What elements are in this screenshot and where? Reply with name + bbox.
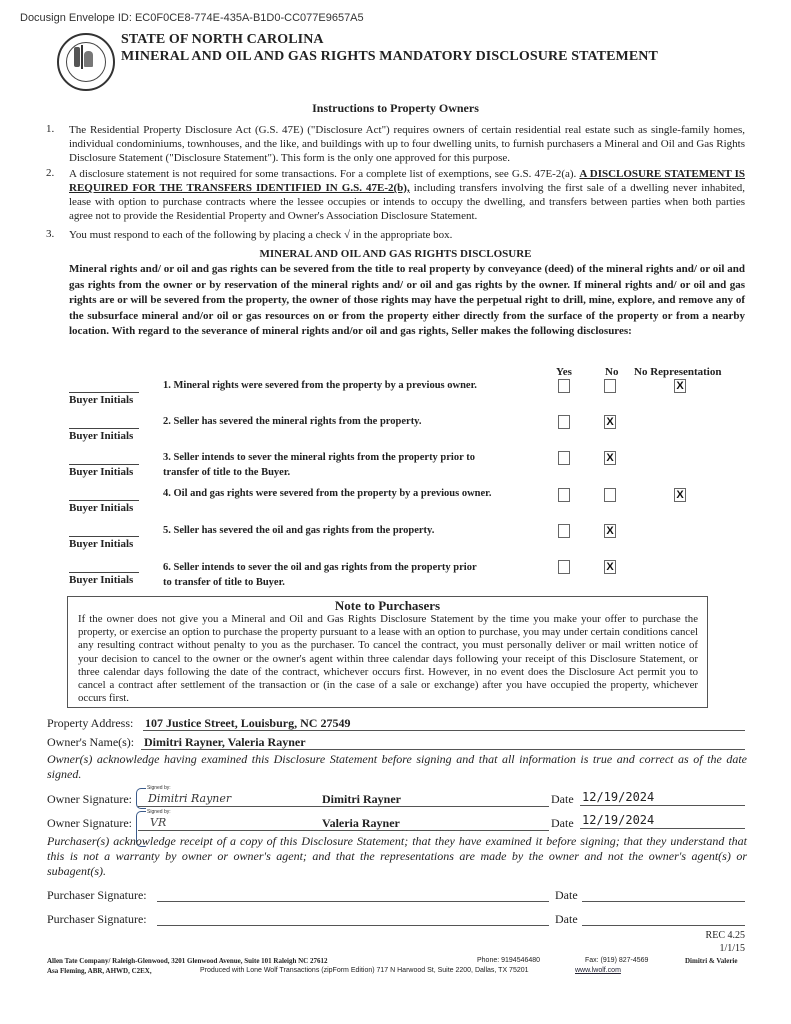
signer-name: Dimitri Rayner (322, 792, 401, 806)
note-to-purchasers (67, 596, 708, 708)
footer-agent: Asa Fleming, ABR, AHWD, C2EX, (47, 967, 152, 975)
owner-acknowledgement: Owner(s) acknowledge having examined this Disclosure Statement before signing and that all information is true and correct as of the date signed. (47, 752, 747, 781)
question-text: 1. Mineral rights were severed from the property by a previous owner. (163, 380, 477, 391)
form-title-state: STATE OF NORTH CAROLINA (121, 32, 324, 47)
buyer-initials-label: Buyer Initials (69, 502, 134, 514)
checkbox-yes[interactable] (558, 524, 570, 538)
property-address-field[interactable]: 107 Justice Street, Louisburg, NC 27549 (143, 716, 745, 731)
instruction-number: 2. (46, 167, 55, 179)
footer-file-name: Dimitri & Valerie (685, 957, 738, 965)
col-header-no: No (605, 366, 619, 378)
instruction-2: A disclosure statement is not required for some transactions. For a complete list of exemptions, see G.S. 47E-2(a). A DISCLOSURE STATEMENT IS REQUIRED FOR THE TRANSFERS IDENTIFIED IN G.S. 47E-2(b), including transfers involving the first sale of a dwelling never inhabited, lease with option to purchase contracts where the lessee occupies or intends to occupy the dwelling, and transfers between parties when both parties agree not to provide the Residential Property and Owner's Association Disclosure Statement. (69, 168, 746, 222)
purchaser-signature-label: Purchaser Signature: (47, 888, 147, 902)
date-label: Date (555, 888, 578, 902)
note-body: If the owner does not give you a Mineral and Oil and Gas Rights Disclosure Statement by the time you make your offer to purchase the property, or exercise an option to purchase the property pursuant to a lease with an option to purchase, you may under certain conditions cancel any resulting contract without penalty to you as the purchaser. To cancel the contract, you must personally deliver or mail written notice of your decision to cancel to the owner or the owner's agent within three calendar days following your receipt of this Disclosure Statement, or three calendar days following the date of the contract, whichever occurs first. However, in no event does the Disclosure Act permit you to cancel a contract after settlement of the transaction or (in the case of a sale or exchange) after you have occupied the property, whichever occurs first. (78, 613, 698, 705)
checkbox-no[interactable]: X (604, 415, 616, 429)
checkbox-no-representation[interactable]: X (674, 488, 686, 502)
date-label: Date (551, 816, 574, 830)
nc-seal-icon (57, 33, 115, 91)
purchaser-signature-field[interactable] (157, 912, 549, 926)
purchaser-acknowledgement: Purchaser(s) acknowledge receipt of a copy of this Disclosure Statement; that they have examined it before signing; that they understand that this is not a warranty by owner or owner's agent; and that the representations are made by the owner and not the owner's agent(s) or subagent(s). (47, 834, 747, 878)
instruction-number: 3. (46, 228, 55, 240)
checkbox-yes[interactable] (558, 560, 570, 574)
owner-signature-label: Owner Signature: (47, 792, 132, 806)
instructions-heading: Instructions to Property Owners (312, 101, 479, 115)
date-label: Date (555, 912, 578, 926)
checkbox-yes[interactable] (558, 379, 570, 393)
disclosure-heading: MINERAL AND OIL AND GAS RIGHTS DISCLOSURE (259, 248, 532, 260)
owners-name-label: Owner's Name(s): (47, 735, 135, 749)
form-title: MINERAL AND OIL AND GAS RIGHTS MANDATORY DISCLOSURE STATEMENT (121, 49, 658, 64)
buyer-initials-label: Buyer Initials (69, 538, 134, 550)
checkbox-no[interactable]: X (604, 451, 616, 465)
owners-name-field[interactable]: Dimitri Rayner, Valeria Rayner (141, 735, 745, 750)
footer-phone: Phone: 9194546480 (477, 957, 541, 964)
checkbox-yes[interactable] (558, 415, 570, 429)
footer-fax: Fax: (919) 827-4569 (585, 957, 649, 964)
question-text: 5. Seller has severed the oil and gas rights from the property. (163, 525, 435, 536)
purchaser-date-field[interactable] (582, 912, 745, 926)
footer-company: Allen Tate Company/ Raleigh-Glenwood, 3201 Glenwood Avenue, Suite 101 Raleigh NC 27612 (47, 957, 328, 965)
signed-by-label: Signed by: (147, 785, 171, 791)
instruction-3: You must respond to each of the following by placing a check √ in the appropriate box. (69, 229, 453, 241)
checkbox-no[interactable]: X (604, 560, 616, 574)
buyer-initials-label: Buyer Initials (69, 466, 134, 478)
property-address-label: Property Address: (47, 716, 134, 730)
question-text: 2. Seller has severed the mineral rights from the property. (163, 416, 422, 427)
question-text: 3. Seller intends to sever the mineral rights from the property prior to transfer of title to the Buyer. (163, 452, 475, 478)
buyer-initials-field[interactable] (69, 500, 139, 501)
date-label: Date (551, 792, 574, 806)
buyer-initials-field[interactable] (69, 572, 139, 573)
question-text: 4. Oil and gas rights were severed from the property by a previous owner. (163, 488, 492, 499)
checkbox-no[interactable] (604, 488, 616, 502)
buyer-initials-label: Buyer Initials (69, 394, 134, 406)
col-header-yes: Yes (556, 366, 572, 378)
owner-signature-field[interactable] (138, 816, 549, 831)
signature-script: Dimitri Rayner (148, 792, 232, 805)
instruction-number: 1. (46, 123, 55, 135)
disclosure-intro: Mineral rights and/ or oil and gas rights can be severed from the title to real property by conveyance (deed) of the mineral rights and/ or oil and gas rights from the owner or by reservation of the mineral rights and/ or oil and gas rights by the owner. If mineral rights and/ or oil and gas rights are or will be severed from the property, the owner of those rights may have the perpetual right to drill, mine, explore, and remove any of the subsurface mineral and/or oil or gas resources on or from the property either directly from the surface of the property or from a nearby location. With regard to the severance of mineral rights and/or oil and gas rights, Seller makes the following disclosures: (69, 263, 745, 338)
signer-name: Valeria Rayner (322, 816, 400, 830)
instruction-2-emphasis: A DISCLOSURE STATEMENT IS REQUIRED FOR THE TRANSFERS IDENTIFIED IN G.S. 47E-2(b), (69, 168, 746, 194)
buyer-initials-field[interactable] (69, 428, 139, 429)
checkbox-yes[interactable] (558, 451, 570, 465)
col-header-no-representation: No Representation (634, 366, 722, 378)
buyer-initials-field[interactable] (69, 464, 139, 465)
footer-produced-by: Produced with Lone Wolf Transactions (zipForm Edition) 717 N Harwood St, Suite 2200, Dallas, TX 75201 (200, 967, 529, 974)
purchaser-signature-label: Purchaser Signature: (47, 912, 147, 926)
docusign-envelope-id: Docusign Envelope ID: EC0F0CE8-774E-435A-B1D0-CC077E9657A5 (20, 12, 364, 24)
question-text: 6. Seller intends to sever the oil and gas rights from the property prior to transfer of title to Buyer. (163, 562, 477, 588)
form-code: REC 4.25 (705, 930, 745, 941)
note-title: Note to Purchasers (334, 598, 441, 613)
purchaser-signature-field[interactable] (157, 888, 549, 902)
footer-website-link[interactable]: www.lwolf.com (575, 967, 621, 974)
buyer-initials-label: Buyer Initials (69, 574, 134, 586)
owner-date-field[interactable]: 12/19/2024 (580, 813, 745, 829)
form-date: 1/1/15 (719, 943, 745, 954)
buyer-initials-field[interactable] (69, 392, 139, 393)
checkbox-no[interactable] (604, 379, 616, 393)
owner-date-field[interactable]: 12/19/2024 (580, 790, 745, 806)
checkbox-no[interactable]: X (604, 524, 616, 538)
checkbox-no-representation[interactable]: X (674, 379, 686, 393)
buyer-initials-field[interactable] (69, 536, 139, 537)
checkbox-yes[interactable] (558, 488, 570, 502)
owner-signature-field[interactable] (138, 792, 549, 807)
instruction-1: The Residential Property Disclosure Act (G.S. 47E) ("Disclosure Act") requires owners of certain residential real estate such as single-family homes, individual condominiums, townhouses, and the like, and buildings with up to four dwelling units, to furnish purchasers a Mineral and Oil and Gas Rights Disclosure Statement ("Disclosure Statement"). This form is the only one approved for this purpose. (69, 124, 745, 164)
owner-signature-label: Owner Signature: (47, 816, 132, 830)
signature-script: VR (150, 816, 167, 829)
signed-by-label: Signed by: (147, 809, 171, 815)
buyer-initials-label: Buyer Initials (69, 430, 134, 442)
purchaser-date-field[interactable] (582, 888, 745, 902)
